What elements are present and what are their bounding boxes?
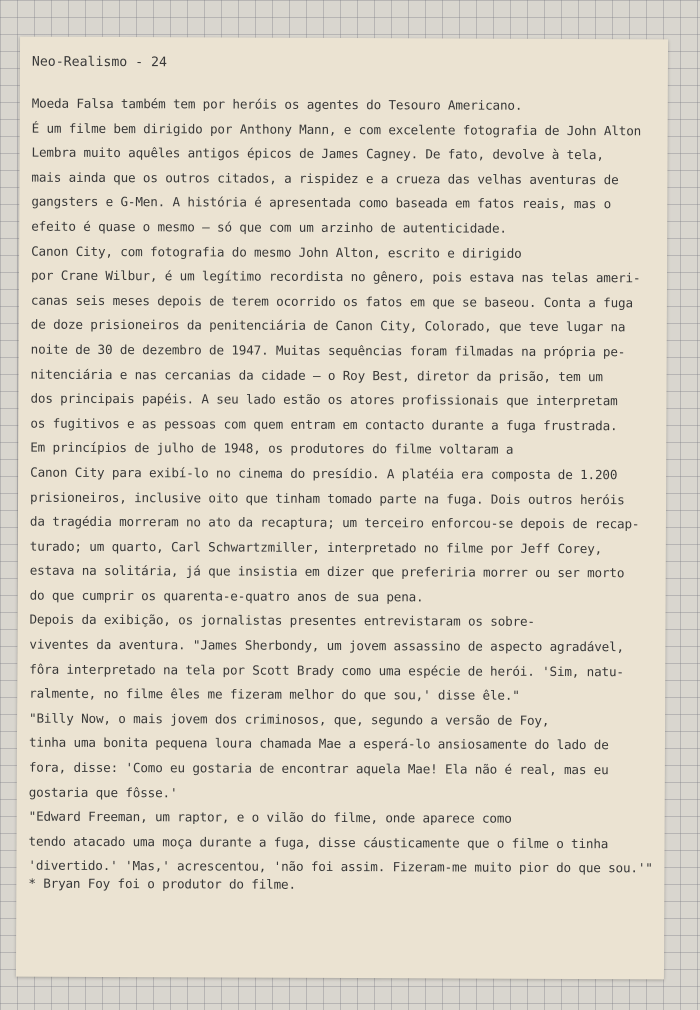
text-line: do que cumprir os quarenta-e-quatro anos de sua pena. (29, 587, 424, 605)
text-line: gangsters e G-Men. A história é apresentada como baseada em fatos reais, mas o (31, 194, 612, 212)
text-line: tendo atacado uma moça durante a fuga, disse cáusticamente que o filme o tinha (28, 833, 609, 851)
text-line: 'divertido.' 'Mas,' acrescentou, 'não foi assim. Fizeram-me muito pior do que sou.'" (28, 858, 653, 876)
text-line: prisioneiros, inclusive oito que tinham tomado parte na fuga. Dois outros heróis (30, 489, 625, 507)
body-text (28, 92, 658, 899)
text-line: tinha uma bonita pequena loura chamada Mae a esperá-lo ansiosamente do lado de (28, 735, 609, 753)
typed-page (16, 37, 668, 980)
text-line: da tragédia morreram no ato da recaptura; um terceiro enforcou-se depois de recap- (29, 513, 640, 532)
text-line: turado; um quarto, Carl Schwartzmiller, interpretado no filme por Jeff Corey, (29, 538, 603, 556)
page-header: Neo-Realismo - 24 (31, 54, 167, 71)
text-line: Depois da exibição, os jornalistas presentes entrevistaram os sobre- (29, 612, 535, 630)
text-line: É um filme bem dirigido por Anthony Mann, e com excelente fotografia de John Alton (31, 120, 642, 138)
text-line: de doze prisioneiros da penitenciária de Canon City, Colorado, que teve lugar na (30, 316, 626, 335)
text-line: Canon City, com fotografia do mesmo John Alton, escrito e dirigido (31, 243, 522, 261)
text-line: os fugitivos e as pessoas com quem entram em contacto durante a fuga frustrada. (30, 415, 618, 433)
text-line: ralmente, no filme êles me fizeram melhor do que sou,' disse êle." (29, 685, 520, 704)
text-line: Em princípios de julho de 1948, os produtores do filme voltaram a (30, 439, 514, 458)
footnote: * Bryan Foy foi o produtor do filme. (28, 875, 296, 892)
text-line: noite de 30 de dezembro de 1947. Muitas sequências foram filmadas na própria pe- (30, 341, 626, 360)
text-line: Canon City para exibí-lo no cinema do presídio. A platéia era composta de 1.200 (30, 464, 618, 483)
text-line: estava na solitária, já que insistia em dizer que preferiria morrer ou ser morto (29, 562, 625, 581)
text-line: Lembra muito aquêles antigos épicos de James Cagney. De fato, devolve à tela, (31, 144, 604, 163)
text-line: viventes da aventura. "James Sherbondy, um jovem assassino de aspecto agradável, (29, 636, 625, 655)
text-line: por Crane Wilbur, é um legítimo recordista no gênero, pois estava nas telas ameri- (30, 267, 641, 286)
text-line: canas seis meses depois de terem ocorrido os fatos em que se baseou. Conta a fuga (30, 292, 633, 311)
text-line: fora, disse: 'Como eu gostaria de encontrar aquela Mae! Ela não é real, mas eu (28, 759, 609, 778)
text-line: fôra interpretado na tela por Scott Brady como uma espécie de herói. 'Sim, natu- (29, 661, 624, 679)
text-line: dos principais papéis. A seu lado estão os atores profissionais que interpretam (30, 390, 618, 409)
text-line: "Billy Now, o mais jovem dos criminosos, que, segundo a versão de Foy, (29, 710, 550, 728)
text-line: efeito é quase o mesmo — só que com um arzinho de autenticidade. (31, 218, 507, 236)
text-line: Moeda Falsa também tem por heróis os agentes do Tesouro Americano. (31, 95, 523, 113)
text-line: "Edward Freeman, um raptor, e o vilão do filme, onde aparece como (28, 808, 512, 826)
text-line: nitenciária e nas cercanias da cidade — o Roy Best, diretor da prisão, tem um (30, 366, 603, 384)
text-line: gostaria que fôsse.' (28, 784, 178, 800)
text-line: mais ainda que os outros citados, a rispidez e a crueza das velhas aventuras de (31, 169, 619, 187)
